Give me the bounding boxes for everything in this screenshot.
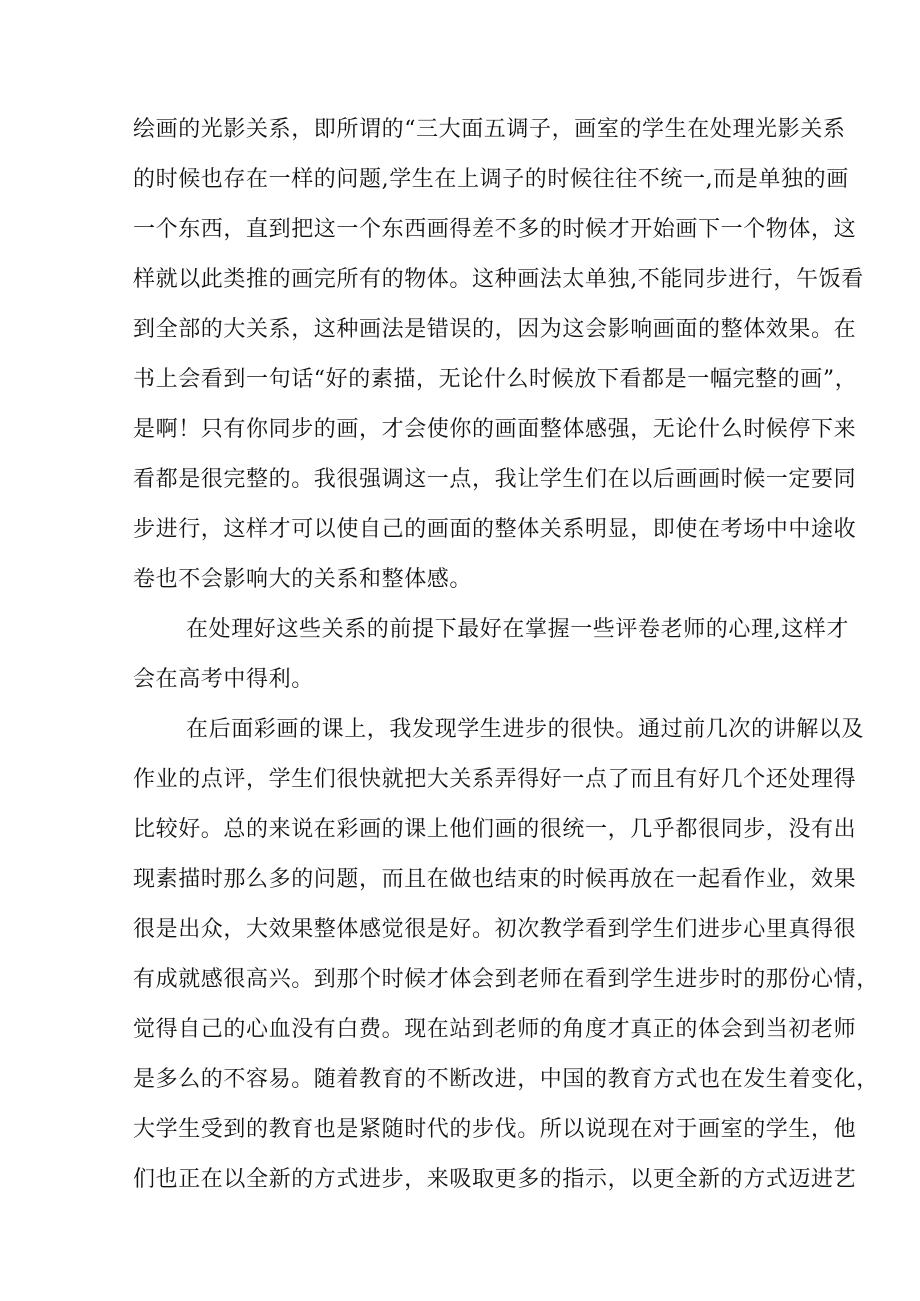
- paragraph-3-line-10: 们也正在以全新的方式进步，来吸取更多的指示，以更全新的方式迈进艺: [133, 1167, 857, 1192]
- paragraph-1-line-10: 卷也不会影响大的关系和整体感。: [133, 567, 473, 592]
- paragraph-3-line-9: 大学生受到的教育也是紧随时代的步伐。所以说现在对于画室的学生，他: [133, 1117, 857, 1142]
- paragraph-1-line-3: 一个东西，直到把这一个东西画得差不多的时候才开始画下一个物体，这: [133, 217, 857, 242]
- paragraph-1-line-1: 绘画的光影关系，即所谓的“三大面五调子，画室的学生在处理光影关系: [133, 117, 846, 142]
- paragraph-3-line-6: 有成就感很高兴。到那个时候才体会到老师在看到学生进步时的那份心情，: [133, 967, 879, 992]
- paragraph-3-line-4: 现素描时那么多的问题，而且在做也结束的时候再放在一起看作业，效果: [133, 867, 857, 892]
- paragraph-1-line-4: 样就以此类推的画完所有的物体。这种画法太单独,不能同步进行，午饭看: [133, 267, 864, 292]
- paragraph-1-line-2: 的时候也存在一样的问题,学生在上调子的时候往往不统一,而是单独的画: [133, 167, 849, 192]
- paragraph-3-line-3: 比较好。总的来说在彩画的课上他们画的很统一，几乎都很同步，没有出: [133, 817, 857, 842]
- paragraph-3-line-7: 觉得自己的心血没有白费。现在站到老师的角度才真正的体会到当初老师: [133, 1017, 857, 1042]
- paragraph-3-line-5: 很是出众，大效果整体感觉很是好。初次教学看到学生们进步心里真得很: [133, 917, 857, 942]
- paragraph-1-line-6: 书上会看到一句话“好的素描，无论什么时候放下看都是一幅完整的画”，: [133, 367, 858, 392]
- paragraph-1-line-5: 到全部的大关系，这种画法是错误的，因为这会影响画面的整体效果。在: [133, 317, 857, 342]
- paragraph-1-line-9: 步进行，这样才可以使自己的画面的整体关系明显，即使在考场中中途收: [133, 517, 857, 542]
- paragraph-3-line-8: 是多么的不容易。随着教育的不断改进，中国的教育方式也在发生着变化，: [133, 1067, 879, 1092]
- paragraph-2-line-2: 会在高考中得利。: [133, 667, 314, 692]
- paragraph-3-line-2: 作业的点评，学生们很快就把大关系弄得好一点了而且有好几个还处理得: [133, 767, 857, 792]
- paragraph-2-line-1: 在处理好这些关系的前提下最好在掌握一些评卷老师的心理,这样才: [186, 617, 849, 642]
- paragraph-3-line-1: 在后面彩画的课上，我发现学生进步的很快。通过前几次的讲解以及: [186, 717, 865, 742]
- paragraph-1-line-8: 看都是很完整的。我很强调这一点，我让学生们在以后画画时候一定要同: [133, 467, 857, 492]
- paragraph-1-line-7: 是啊！只有你同步的画，才会使你的画面整体感强，无论什么时候停下来: [133, 417, 857, 442]
